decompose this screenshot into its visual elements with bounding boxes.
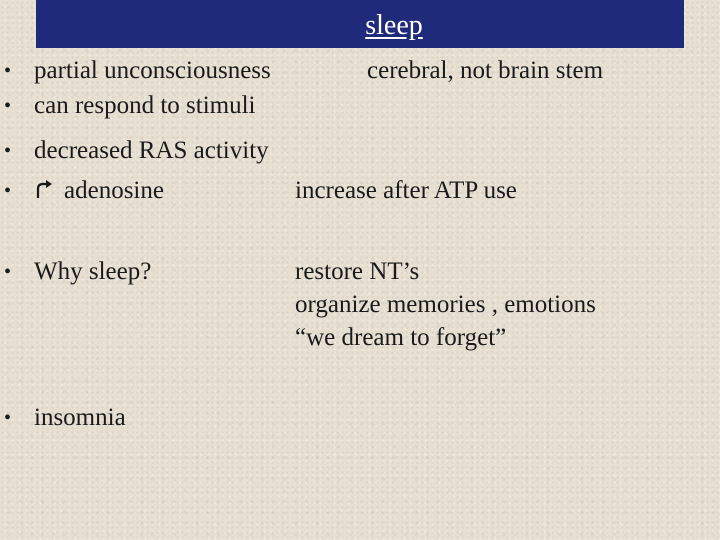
bullet-note: cerebral, not brain stem [367, 57, 604, 84]
bullet-text: decreased RAS activity [34, 137, 269, 164]
title-bar [36, 0, 684, 48]
bullet-item-can-respond [0, 91, 720, 121]
bullet-text: adenosine [64, 177, 164, 204]
bullet-text: partial unconsciousness [34, 57, 271, 84]
bullet-item-partial-unconsciousness [0, 56, 720, 86]
bullet-text: can respond to stimuli [34, 92, 256, 119]
bullet-marker: • [4, 60, 12, 82]
bullet-marker: • [4, 180, 12, 202]
bullet-marker: • [4, 261, 12, 283]
bullet-item-insomnia [0, 403, 720, 433]
bullet-item-adenosine [0, 176, 720, 206]
slide-title: sleep [365, 10, 423, 41]
why-sleep-note-2: organize memories , emotions [295, 291, 596, 318]
bullet-text: Why sleep? [34, 258, 152, 285]
bullet-note: increase after ATP use [295, 177, 517, 204]
bullet-marker: • [4, 407, 12, 429]
bullet-text: insomnia [34, 404, 126, 431]
bullet-item-decreased-ras [0, 136, 720, 166]
why-sleep-note-3: “we dream to forget” [295, 324, 507, 351]
curved-up-arrow-icon [34, 179, 54, 199]
bullet-marker: • [4, 140, 12, 162]
bullet-item-why-sleep [0, 257, 720, 357]
bullet-marker: • [4, 95, 12, 117]
bullet-content [34, 176, 164, 206]
why-sleep-note-1: restore NT’s [295, 258, 420, 285]
